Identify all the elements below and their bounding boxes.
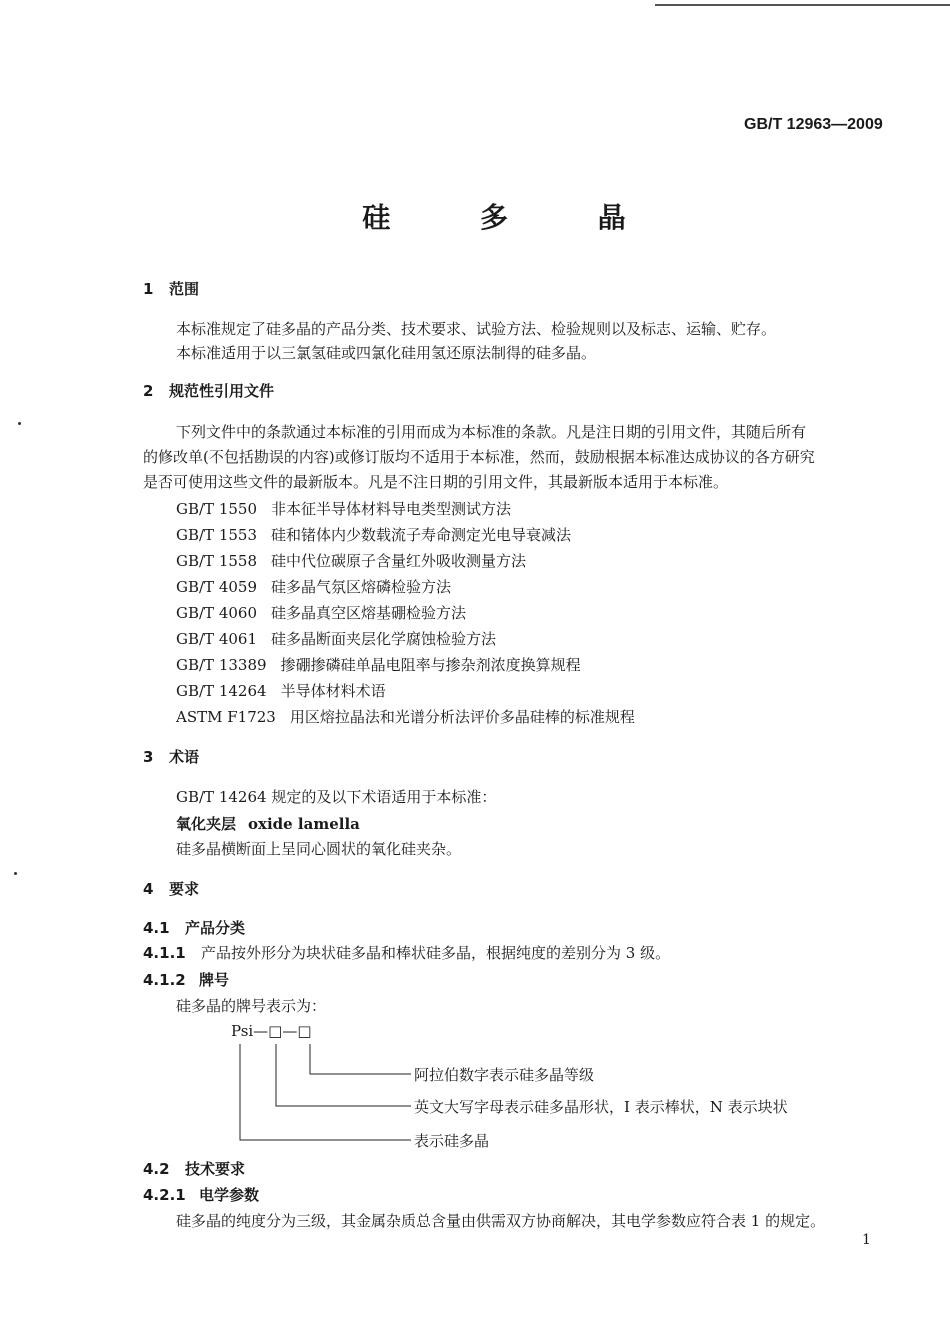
reference-title: 硅和锗体内少数载流子寿命测定光电导衰减法: [271, 526, 572, 544]
subsection-4-2-heading: [143, 1158, 245, 1179]
standard-code: GB/T 12963—2009: [744, 116, 883, 133]
reference-title: 非本征半导体材料导电类型测试方法: [271, 500, 512, 518]
reference-item: [176, 628, 496, 649]
grade-bracket-line: [310, 1044, 411, 1074]
clause-title: 牌号: [199, 971, 230, 989]
scan-speck: [14, 872, 17, 875]
document-title: 硅 多 晶: [362, 201, 666, 234]
reference-item: [176, 602, 466, 623]
reference-title: 半导体材料术语: [280, 682, 386, 700]
scan-speck: [18, 422, 21, 425]
reference-item: [176, 550, 526, 571]
shape-bracket-line: [276, 1044, 411, 1106]
reference-code: GB/T 4061: [176, 630, 258, 648]
section-2-heading: [143, 380, 274, 401]
reference-code: GB/T 14264: [176, 682, 267, 700]
grade-label: 阿拉伯数字表示硅多晶等级: [414, 1066, 595, 1084]
reference-code: ASTM F1723: [176, 708, 276, 726]
material-bracket-line: [240, 1044, 411, 1140]
reference-item: [176, 576, 451, 597]
section-title: 术语: [169, 748, 200, 766]
section-3-heading: [143, 746, 199, 767]
reference-code: GB/T 1558: [176, 552, 258, 570]
shape-label: 英文大写字母表示硅多晶形状，I 表示棒状，N 表示块状: [414, 1098, 788, 1116]
paragraph: 本标准规定了硅多晶的产品分类、技术要求、试验方法、检验规则以及标志、运输、贮存。: [176, 320, 777, 338]
subsection-title: 技术要求: [185, 1160, 246, 1178]
subsection-title: 产品分类: [185, 919, 246, 937]
term-chinese: 氧化夹层: [176, 815, 237, 833]
reference-code: GB/T 1550: [176, 500, 258, 518]
clause-4-1-2-heading: [143, 969, 229, 990]
header-rule: [655, 4, 950, 6]
term-entry: [176, 813, 360, 834]
section-number: 2: [143, 382, 154, 400]
reference-item: [176, 680, 386, 701]
reference-code: GB/T 4060: [176, 604, 258, 622]
clause-number: 4.1.1: [143, 944, 186, 962]
section-title: 规范性引用文件: [169, 382, 275, 400]
section-title: 范围: [169, 280, 200, 298]
reference-title: 硅多晶气氛区熔磷检验方法: [271, 578, 452, 596]
term-english: oxide lamella: [248, 815, 360, 833]
paragraph: 硅多晶的牌号表示为：: [176, 997, 327, 1015]
grade-format-string: Psi—□—□: [231, 1022, 312, 1040]
reference-item: [176, 654, 581, 675]
reference-title: 用区熔拉晶法和光谱分析法评价多晶硅棒的标准规程: [289, 708, 635, 726]
reference-code: GB/T 4059: [176, 578, 258, 596]
reference-code: GB/T 1553: [176, 526, 258, 544]
paragraph-line: 的修改单(不包括勘误的内容)或修订版均不适用于本标准，然而，鼓励根据本标准达成协议的各方研究: [143, 448, 815, 466]
reference-title: 硅多晶断面夹层化学腐蚀检验方法: [271, 630, 497, 648]
paragraph: GB/T 14264 规定的及以下术语适用于本标准：: [176, 788, 497, 806]
paragraph-line: 下列文件中的条款通过本标准的引用而成为本标准的条款。凡是注日期的引用文件，其随后所有: [176, 423, 807, 441]
reference-code: GB/T 13389: [176, 656, 267, 674]
clause-4-2-1-heading: [143, 1184, 259, 1205]
term-definition: 硅多晶横断面上呈同心圆状的氧化硅夹杂。: [176, 840, 462, 858]
clause-title: 电学参数: [199, 1186, 260, 1204]
section-title: 要求: [169, 880, 200, 898]
grade-designation-diagram: [176, 1014, 876, 1154]
paragraph: 本标准适用于以三氯氢硅或四氯化硅用氢还原法制得的硅多晶。: [176, 344, 597, 362]
clause-text: 产品按外形分为块状硅多晶和棒状硅多晶，根据纯度的差别分为 3 级。: [201, 944, 671, 962]
subsection-number: 4.2: [143, 1160, 170, 1178]
section-4-heading: [143, 878, 199, 899]
material-label: 表示硅多晶: [414, 1132, 490, 1150]
reference-title: 掺硼掺磷硅单晶电阻率与掺杂剂浓度换算规程: [280, 656, 581, 674]
reference-title: 硅中代位碳原子含量红外吸收测量方法: [271, 552, 527, 570]
section-number: 4: [143, 880, 154, 898]
section-number: 1: [143, 280, 154, 298]
reference-item: [176, 524, 571, 545]
section-number: 3: [143, 748, 154, 766]
reference-title: 硅多晶真空区熔基硼检验方法: [271, 604, 467, 622]
reference-item: [176, 706, 635, 727]
paragraph-line: 是否可使用这些文件的最新版本。凡是不注日期的引用文件，其最新版本适用于本标准。: [143, 473, 729, 491]
clause-4-1-1: [143, 942, 670, 963]
subsection-number: 4.1: [143, 919, 170, 937]
paragraph: 硅多晶的纯度分为三级，其金属杂质总含量由供需双方协商解决，其电学参数应符合表 1 的规定。: [176, 1212, 826, 1230]
reference-item: [176, 498, 511, 519]
section-1-heading: [143, 278, 199, 299]
clause-number: 4.2.1: [143, 1186, 186, 1204]
subsection-4-1-heading: [143, 917, 245, 938]
page-number: 1: [862, 1232, 871, 1248]
clause-number: 4.1.2: [143, 971, 186, 989]
